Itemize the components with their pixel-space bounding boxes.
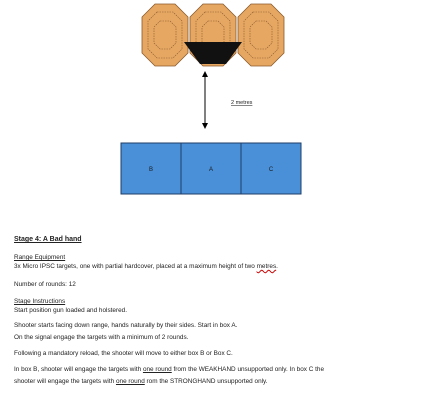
instruction-line-1: Start position gun loaded and holstered. xyxy=(14,307,127,314)
box-label-a: A xyxy=(208,167,214,173)
shooting-box-a xyxy=(181,143,241,194)
distance-arrow xyxy=(202,71,208,129)
stage-title: Stage 4: A Bad hand xyxy=(14,236,82,243)
instruction-line-2: Shooter starts facing down range, hands naturally by their sides. Start in box A. xyxy=(14,322,238,329)
shooting-box-c xyxy=(241,143,301,194)
rounds-count: Number of rounds: 12 xyxy=(14,281,76,288)
instruction-paragraph-line-1: In box B, shooter will engage the targets with one round from the WEAKHAND unsupported only. In box C the xyxy=(14,366,325,373)
instruction-line-4: Following a mandatory reload, the shooter will move to either box B or Box C. xyxy=(14,350,233,357)
partial-hardcover xyxy=(184,42,242,64)
range-equipment-text: 3x Micro IPSC targets, one with partial hardcover, placed at a maximum height of two metres. xyxy=(14,263,278,270)
target-left xyxy=(142,4,188,66)
distance-label: 2 metres xyxy=(231,100,253,106)
box-label-c: C xyxy=(268,167,274,173)
range-equipment-heading: Range Equipment xyxy=(14,254,66,261)
stage-instructions-heading: Stage Instructions xyxy=(14,298,66,305)
box-label-b: B xyxy=(148,167,154,173)
instruction-paragraph-line-2: shooter will engage the targets with one round rom the STRONGHAND unsupported only. xyxy=(14,378,268,385)
shooting-box-b xyxy=(121,143,181,194)
target-right xyxy=(238,4,284,66)
instruction-line-3: On the signal engage the targets with a minimum of 2 rounds. xyxy=(14,334,189,341)
